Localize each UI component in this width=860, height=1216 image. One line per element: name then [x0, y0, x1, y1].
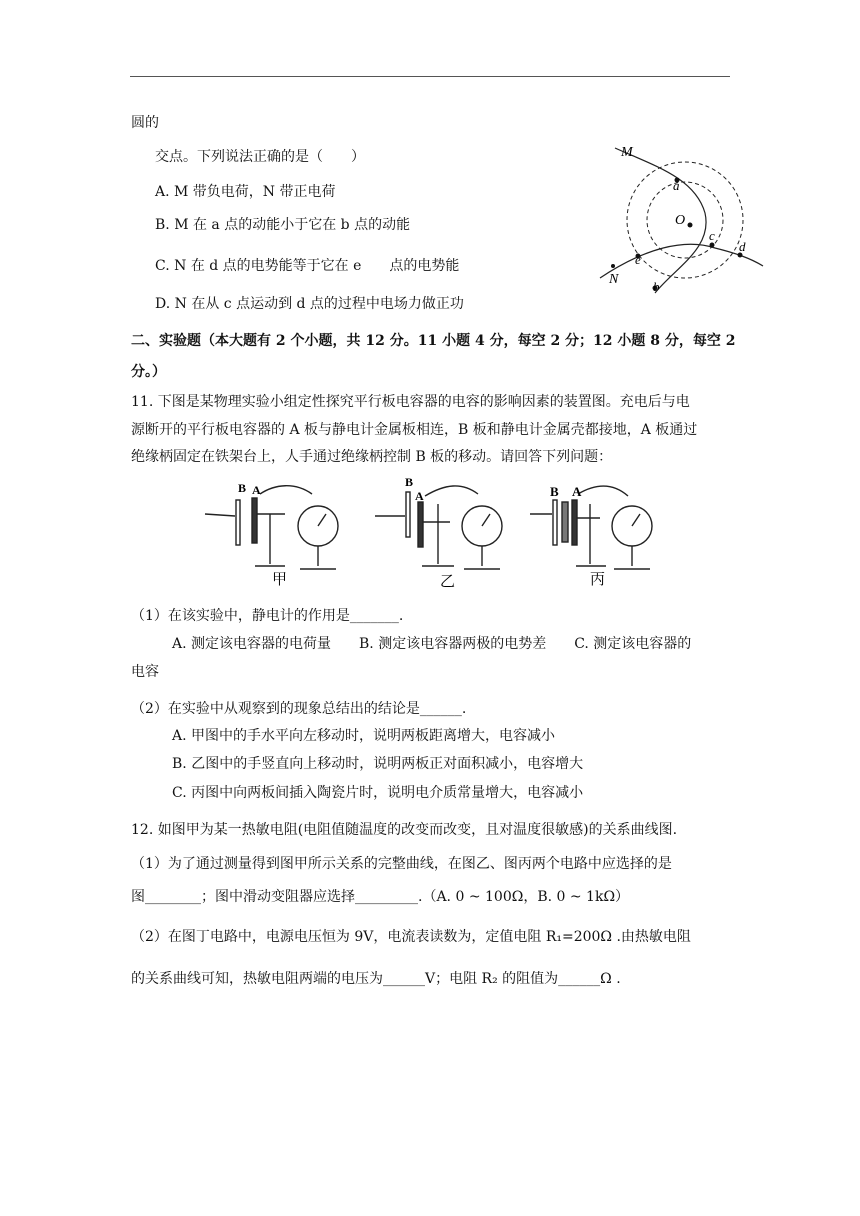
section2-heading: 二、实验题（本大题有 2 个小题，共 12 分。11 小题 4 分，每空 2 分；12 小题 8 分，每空 2	[131, 333, 736, 349]
q10-option-d: D. N 在从 c 点运动到 d 点的过程中电场力做正功	[155, 296, 464, 312]
label-A-bing: A	[572, 484, 582, 499]
q12-line1: 12. 如图甲为某一热敏电阻(电阻值随温度的改变而改变，且对温度很敏感)的关系曲线图.	[131, 822, 678, 838]
label-A-yi: A	[415, 489, 424, 503]
q11-line2: 源断开的平行板电容器的 A 板与静电计金属板相连，B 板和静电计金属壳都接地，A 板通过	[131, 422, 698, 438]
q11-sub1: （1）在该实验中，静电计的作用是_______.	[131, 608, 404, 624]
q11-sub2: （2）在实验中从观察到的现象总结出的结论是______.	[131, 701, 467, 717]
label-O: O	[675, 213, 686, 228]
header-rule	[130, 76, 730, 77]
q11-line1: 11. 下图是某物理实验小组定性探究平行板电容器的电容的影响因素的装置图。充电后与电	[131, 394, 690, 410]
caption-jia: 甲	[272, 570, 288, 588]
q10-field-figure	[595, 138, 765, 298]
q10-option-a: A. M 带负电荷，N 带正电荷	[155, 184, 336, 200]
label-c: c	[709, 228, 715, 243]
q10-option-b: B. M 在 a 点的动能小于它在 b 点的动能	[155, 217, 411, 233]
label-M: M	[621, 145, 633, 160]
label-b: b	[653, 279, 660, 294]
label-A-jia: A	[252, 483, 261, 497]
label-B-yi: B	[405, 475, 414, 489]
caption-bing: 丙	[590, 570, 606, 588]
q11-sub2-option-a: A. 甲图中的手水平向左移动时，说明两板距离增大，电容减小	[172, 728, 556, 744]
q11-apparatus-figure	[200, 474, 660, 590]
q11-sub2-option-c: C. 丙图中向两板间插入陶瓷片时，说明电介质常量增大，电容减小	[172, 785, 584, 801]
q11-line3: 绝缘柄固定在铁架台上，人手通过绝缘柄控制 B 板的移动。请回答下列问题：	[131, 449, 613, 465]
q10-option-c: C. N 在 d 点的电势能等于它在 e 点的电势能	[155, 258, 460, 274]
section2-heading-cont: 分。）	[131, 364, 166, 380]
q11-sub1-options: A. 测定该电容器的电荷量 B. 测定该电容器两极的电势差 C. 测定该电容器的	[172, 636, 692, 652]
label-B-bing: B	[550, 484, 559, 499]
q12-sub2-line1: （2）在图丁电路中，电源电压恒为 9V，电流表读数为，定值电阻 R₁=200Ω .由热敏电阻	[131, 929, 691, 945]
label-e: e	[635, 252, 641, 267]
q11-sub2-option-b: B. 乙图中的手竖直向上移动时，说明两板正对面积减小，电容增大	[172, 756, 584, 772]
q11-sub1-tail: 电容	[131, 664, 159, 680]
label-d: d	[739, 239, 746, 254]
q12-sub2-line2: 的关系曲线可知，热敏电阻两端的电压为______V；电阻 R₂ 的阻值为______Ω .	[131, 971, 621, 987]
label-N: N	[609, 272, 619, 287]
label-a: a	[673, 178, 680, 193]
q12-sub1-line2: 图________；图中滑动变阻器应选择_________.（A. 0 ~ 100Ω，B. 0 ~ 1kΩ）	[131, 889, 630, 905]
label-B-jia: B	[238, 481, 247, 495]
caption-yi: 乙	[440, 572, 456, 590]
q10-line-top: 圆的	[131, 115, 159, 131]
q10-stem: 交点。下列说法正确的是（ ）	[155, 149, 365, 165]
q12-sub1-line1: （1）为了通过测量得到图甲所示关系的完整曲线，在图乙、图丙两个电路中应选择的是	[131, 856, 672, 872]
